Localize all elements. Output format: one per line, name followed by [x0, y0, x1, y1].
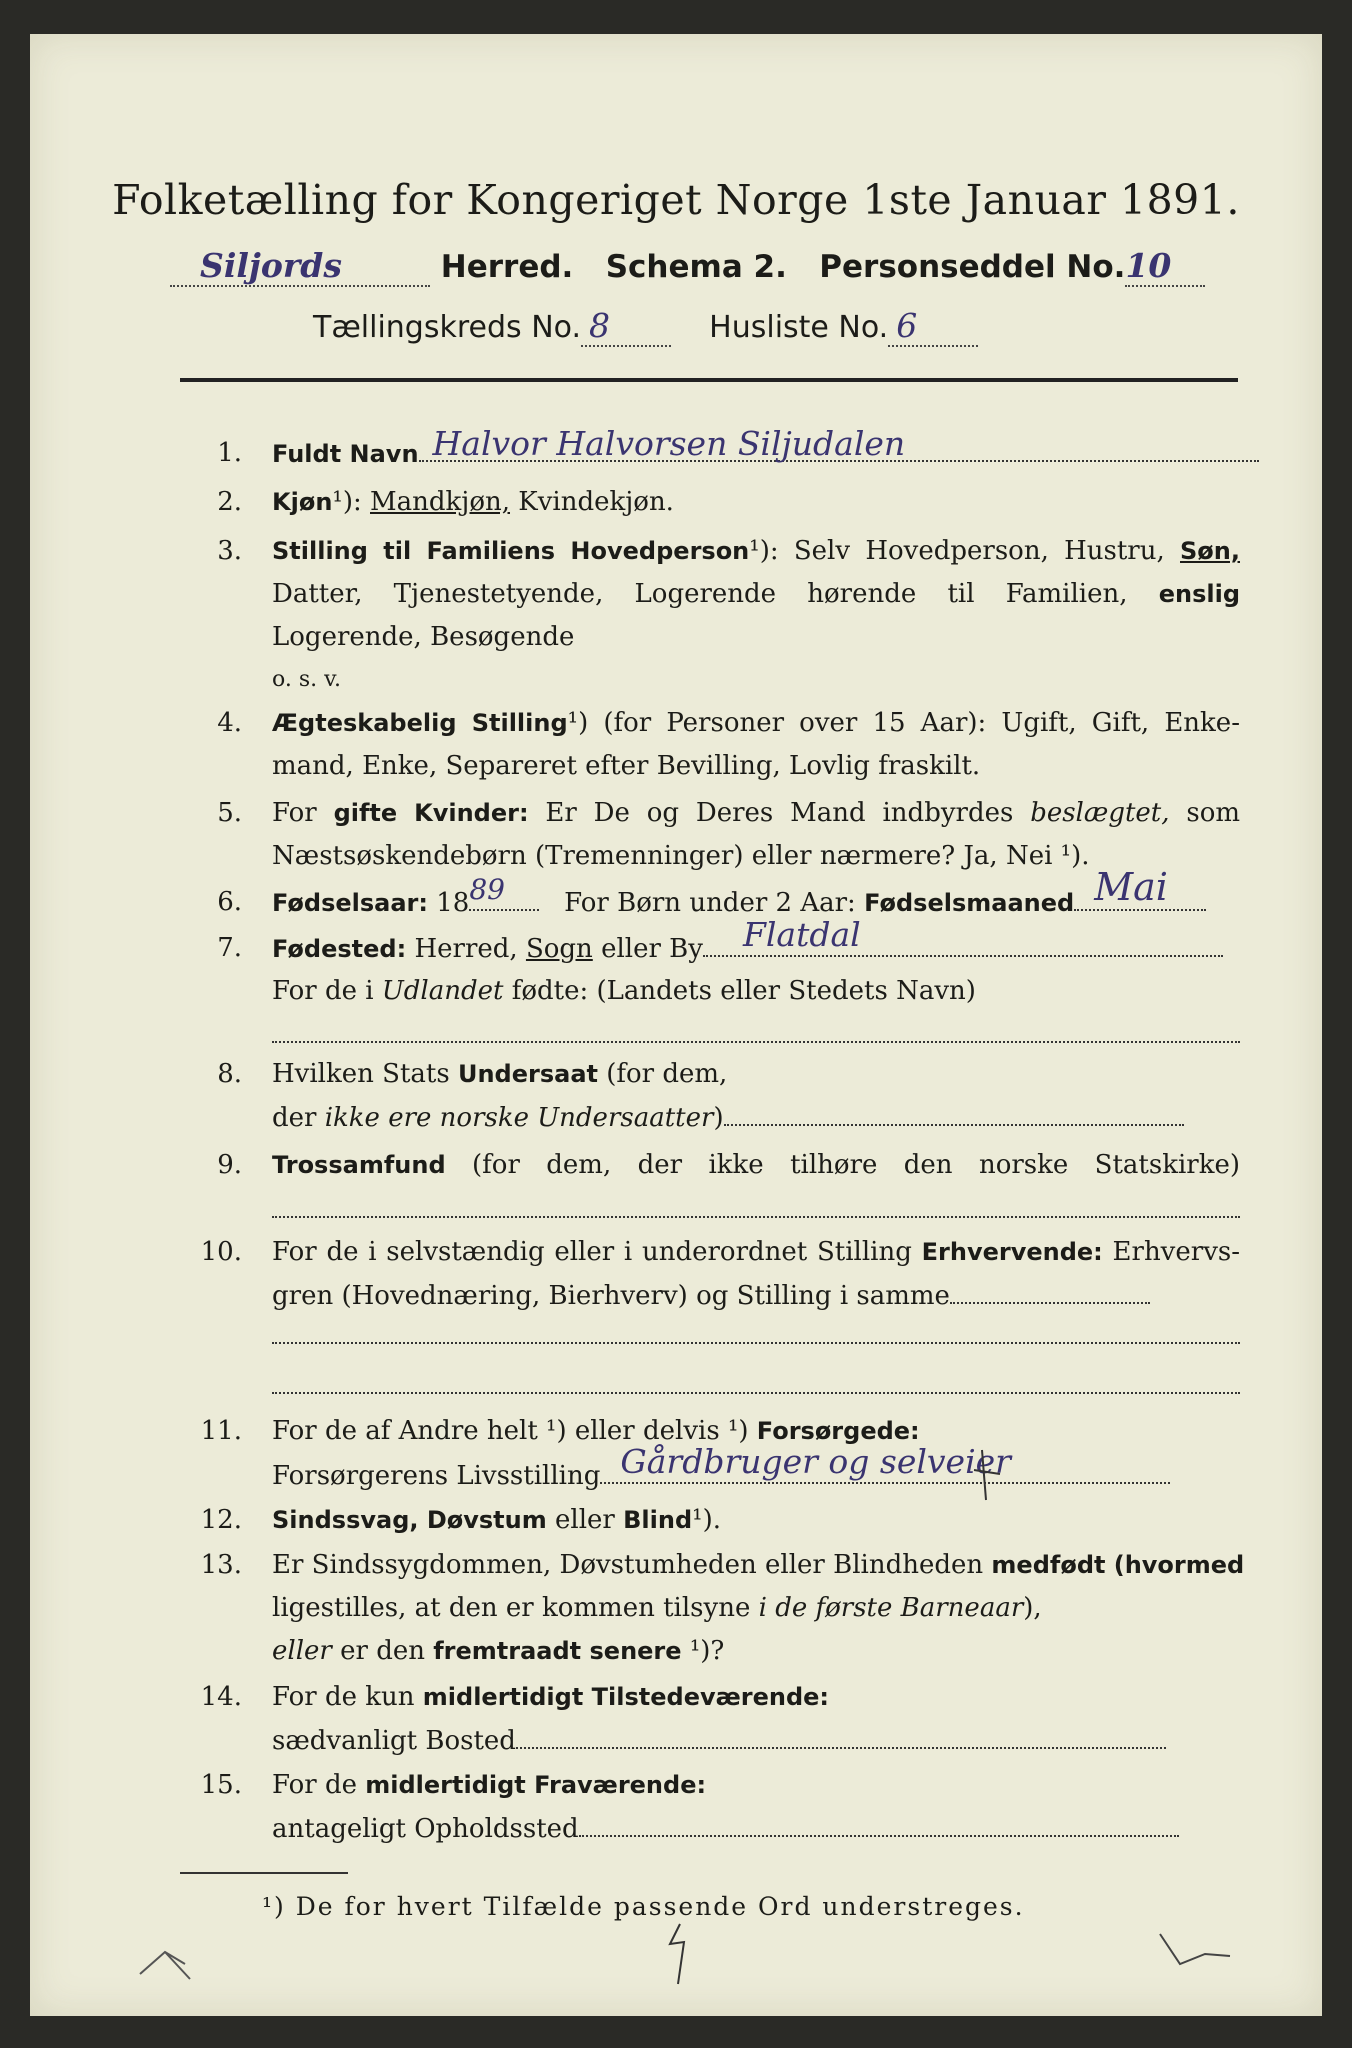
birth-year-label: Fødselsaar:	[272, 889, 428, 917]
item-number: 15.	[200, 1770, 242, 1800]
item-number: 7.	[217, 933, 242, 963]
text: For Børn under 2 Aar:	[564, 888, 856, 918]
kreds-row	[313, 306, 978, 347]
text: For de i	[272, 976, 374, 1006]
text: eller	[555, 1505, 615, 1535]
text: som	[1186, 798, 1241, 828]
footnote-ref: ¹).	[692, 1505, 721, 1535]
text: For de kun	[272, 1682, 415, 1712]
birth-month-label: Fødselsmaaned	[864, 889, 1075, 917]
disability-label: Sindssvag, Døvstum	[272, 1506, 547, 1534]
census-form: Folketælling for Kongeriget Norge 1ste Januar 1891. Siljords Herred. Schema 2. Personseddel No.10 Tællingskreds No. 8 Husliste No. 6 1. Fuldt Navn Halvor Halvorsen Siljudalen 2. Kjøn¹): Mandkjøn, Kvindekjøn. 3. Stilling til Familiens Hovedperson¹): Selv Hovedperson, Hustru, Søn, Datter, Tjenestetyende, Logerende hørende til Familien, enslig Logerende, Besøgende o. s. v. 4. Ægteskabelig Stilling¹) (for Personer over 15 Aar): Ugift, Gift, Enke- mand, Enke, Separeret efter Bevilling, Lovlig fraskilt. 5. For gifte Kvinder: Er De og Deres Mand indbyrdes beslægtet, som Næstsøskendebørn (Tremenninger) eller nærmere? Ja, Nei ¹). 6. Fødselsaar: 18 89 For Børn under 2 Aar: Fødselsmaaned Mai 7. Fødested: Herred, Sogn eller By Flatdal For de i Udlandet fødte: (Landets eller Stedets Navn) 8. Hvilken Stats Undersaat (for dem, der ikke ere norske Undersaatter) 9. Trossamfund (for dem, der ikke tilhøre den norske Statskirke) 10. For de i selvstændig eller i underordnet Stilling Erhvervende: Erhvervs- gren (Hovednæring, Bierhverv) og Stilling i samme 11. For de af Andre helt ¹) eller delvis ¹) Forsørgede: Forsørgerens Livsstilling Gårdbruger og selveier 12. Sindssvag, Døvstum eller Blind¹). 13. Er Sindssygdommen, Døvstumheden eller Blindheden medfødt (hvormed ligestilles, at den er kommen tilsyne i de første Barneaar), eller er den fremtraadt senere ¹)? 14. For de kun midlertidigt Tilstedeværende: sædvanligt Bosted 15. For de midlertidigt Fraværende: antageligt Opholdssted ¹) De for hvert Tilfælde passende Ord understreges.	[30, 34, 1322, 2016]
family-options: Logerende, Besøgende	[272, 622, 575, 652]
text: sædvanligt Bosted	[272, 1726, 516, 1756]
husliste-value: 6	[896, 306, 918, 345]
item-number: 14.	[200, 1682, 242, 1712]
text: Hvilken Stats	[272, 1059, 450, 1089]
family-options: o. s. v.	[272, 667, 341, 692]
text: Erhvervs-	[1112, 1237, 1241, 1267]
sex-option: Kvindekjøn.	[518, 487, 674, 517]
personseddel-label: Personseddel No.	[819, 249, 1126, 285]
birthplace-value: Flatdal	[742, 915, 861, 954]
pencil-mark	[1150, 1914, 1250, 1974]
text: (for dem,	[606, 1059, 728, 1089]
item-number: 9.	[217, 1150, 242, 1180]
provider-occupation-value: Gårdbruger og selveier	[620, 1442, 1011, 1481]
family-options-bold: enslig	[1158, 580, 1240, 608]
marital-label: Ægteskabelig Stilling	[272, 709, 568, 737]
kreds-value: 8	[589, 306, 610, 345]
text: Er Sindssygdommen, Døvstumheden eller Blindheden	[272, 1550, 984, 1580]
herred-value: Siljords	[200, 246, 342, 285]
marital-options: ¹) (for Personer over 15 Aar): Ugift, Gift, Enke-	[567, 708, 1240, 738]
blank-line	[272, 1340, 1240, 1344]
herred-label: Herred.	[440, 249, 574, 285]
married-women-label: gifte Kvinder:	[333, 799, 529, 827]
full-name-label: Fuldt Navn	[272, 440, 419, 468]
schema-label: Schema 2.	[605, 249, 787, 285]
dependents-label: Forsørgede:	[756, 1417, 920, 1445]
family-options: Selv Hovedperson, Hustru,	[793, 536, 1165, 566]
item-number: 12.	[200, 1505, 242, 1535]
family-selected: Søn,	[1180, 537, 1240, 565]
text: ¹)?	[689, 1636, 725, 1666]
footnote-ref: ¹):	[749, 536, 779, 566]
text: antageligt Opholdssted	[272, 1814, 579, 1844]
text: Er De og Deres Mand indbyrdes	[545, 798, 1014, 828]
text: For de i selvstændig eller i underordnet Stilling	[272, 1237, 912, 1267]
later-onset-label: fremtraadt senere	[433, 1637, 682, 1665]
text: For de	[272, 1770, 357, 1800]
sex-label: Kjøn	[272, 488, 333, 516]
text: i de første Barneaar	[758, 1593, 1024, 1623]
pencil-mark	[130, 1934, 250, 1994]
congenital-label: medfødt	[991, 1551, 1106, 1579]
kreds-label: Tællingskreds No.	[313, 310, 581, 345]
birth-year-value: 89	[469, 873, 505, 906]
personseddel-value: 10	[1125, 246, 1172, 285]
text: der	[272, 1103, 317, 1133]
sex-selected: Mandkjøn,	[370, 487, 510, 517]
text: Forsørgerens Livsstilling	[272, 1461, 601, 1491]
text: (hvormed	[1113, 1551, 1245, 1579]
form-title: Folketælling for Kongeriget Norge 1ste Januar 1891.	[112, 176, 1240, 224]
full-name-value: Halvor Halvorsen Siljudalen	[432, 424, 906, 463]
text: Herred,	[414, 934, 518, 964]
occupation-label: Erhvervende:	[921, 1238, 1103, 1266]
temporary-absent-label: midlertidigt Fraværende:	[365, 1771, 707, 1799]
text: er den	[340, 1636, 425, 1666]
blank-line	[272, 1039, 1240, 1043]
text: beslægtet,	[1030, 798, 1170, 828]
family-options: Datter, Tjenestetyende, Logerende hørende til Familien,	[272, 579, 1128, 609]
footnote-rule	[180, 1872, 348, 1874]
item-number: 8.	[217, 1059, 242, 1089]
header-rule	[180, 378, 1238, 382]
text: fødte: (Landets eller Stedets Navn)	[511, 976, 976, 1006]
citizenship-label: Undersaat	[457, 1060, 598, 1088]
item-number: 3.	[217, 536, 242, 566]
pencil-mark	[650, 1914, 710, 1994]
kinship-question: Næstsøskendebørn (Tremenninger) eller nærmere? Ja, Nei ¹).	[272, 841, 1090, 871]
text: ikke ere norske Undersaatter	[324, 1103, 714, 1133]
item-number: 4.	[217, 708, 242, 738]
item-number: 6.	[217, 887, 242, 917]
item-number: 5.	[217, 798, 242, 828]
husliste-label: Husliste No.	[709, 310, 889, 345]
footnote-ref: ¹):	[332, 487, 362, 517]
birthplace-label: Fødested:	[272, 935, 407, 963]
temporary-present-label: midlertidigt Tilstedeværende:	[422, 1683, 830, 1711]
item-number: 10.	[200, 1237, 242, 1267]
text: ligestilles, at den er kommen tilsyne	[272, 1593, 751, 1623]
footnote: ¹) De for hvert Tilfælde passende Ord understreges.	[262, 1892, 1025, 1921]
marital-options: mand, Enke, Separeret efter Bevilling, Lovlig fraskilt.	[272, 751, 981, 781]
text: (for dem, der ikke tilhøre den norske Statskirke)	[472, 1150, 1240, 1180]
item-number: 1.	[217, 438, 242, 468]
text: For de af Andre helt ¹) eller delvis ¹)	[272, 1416, 749, 1446]
birthplace-selected: Sogn	[525, 934, 593, 964]
item-number: 13.	[200, 1550, 242, 1580]
text: Udlandet	[381, 976, 504, 1006]
text: eller By	[601, 934, 703, 964]
text: eller	[272, 1636, 332, 1666]
herred-row	[170, 246, 1205, 287]
religion-label: Trossamfund	[272, 1151, 446, 1179]
pencil-mark	[970, 1440, 1010, 1510]
item-number: 2.	[217, 487, 242, 517]
birth-year-prefix: 18	[436, 888, 470, 918]
blank-line	[272, 1214, 1240, 1218]
text: gren (Hovednæring, Bierhverv) og Stilling i samme	[272, 1281, 950, 1311]
text: For	[272, 798, 317, 828]
item-number: 11.	[200, 1416, 242, 1446]
blind-label: Blind	[623, 1506, 693, 1534]
birth-month-value: Mai	[1094, 865, 1168, 909]
family-position-label: Stilling til Familiens Hovedperson	[272, 537, 750, 565]
blank-line	[272, 1390, 1240, 1394]
